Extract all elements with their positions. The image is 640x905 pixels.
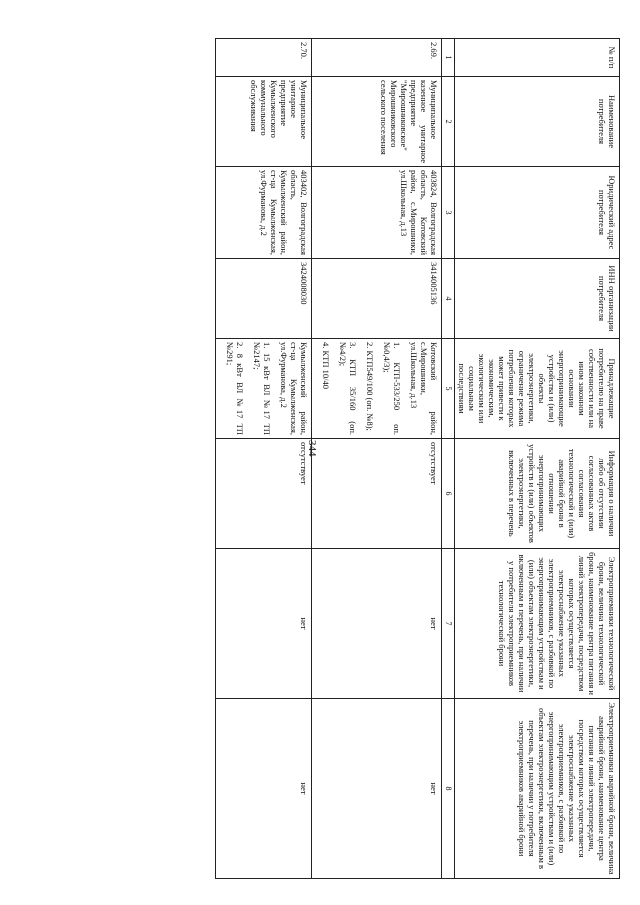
consumer-name: Муниципальное унитарное предприятие Кумылженского коммунального обслуживания <box>216 77 312 167</box>
column-number: 7 <box>442 549 454 699</box>
emergency-reserve: нет <box>216 699 312 879</box>
header-acts: Информация о наличии либо об отсутствии согласованных актов согласования технологической и (или) аварийной брони в отношении энергопринимающих устройств и (или) объектов электроэнергетики, включенных в перечень <box>454 439 619 549</box>
header-num: № п/п <box>454 39 619 77</box>
acts-status: отсутствует <box>312 439 442 549</box>
table-row <box>216 39 312 879</box>
consumer-address: 403824, Волгоградская область, Котовский район, с.Мирошники, ул.Школьная, д.13 <box>312 167 442 259</box>
table-row <box>312 39 442 879</box>
consumer-devices <box>216 339 312 439</box>
header-devices: Принадлежащие потребителю на праве собственности или на ином законном основании энергопринимающие устройства и (или) объекты электроэнергетики, ограничение режима потребления которых может привести к экономическим, экологическим или социальным последствиям <box>454 339 619 439</box>
device-line: 2. КТП549/100 (оп. №8); <box>365 342 376 431</box>
column-number: 2 <box>442 77 454 167</box>
column-number: 8 <box>442 699 454 879</box>
header-row <box>454 39 619 879</box>
consumer-devices <box>312 339 442 439</box>
consumers-table <box>215 38 620 879</box>
row-num: 2.70. <box>216 39 312 77</box>
consumer-name: Муниципальное казенное унитарное предприятие "Мирошниковское" Мирошниковского сельского поселения <box>312 77 442 167</box>
column-number: 1 <box>442 39 454 77</box>
header-tech-reserve: Электроприемники технологической брони, величина технологической брони, наименование центра питания и линий электропередачи, посредством которых осуществляется электроснабжение указанных электроприемников, с разбивкой по энергопринимающим устройствам и (или) объектам электроэнергетики, включенным в перечень, при наличии у потребителя электроприемников технологической брони <box>454 549 619 699</box>
header-emergency-reserve: Электроприемники аварийной брони, величина аварийной брони, наименование центра питания и линий электропередачи, посредством которых осуществляется электроснабжение указанных электроприемников, с разбивкой по энергопринимающим устройствам и (или) объектам электроэнергетики, включенным в перечень, при наличии у потребителя электроприемников аварийной брони <box>454 699 619 879</box>
column-number: 6 <box>442 439 454 549</box>
device-line: Кумылженский район, ст-ца Кумылженская, ул.Фурманова, д.2 <box>279 342 310 435</box>
device-line: 3. КТП 35/160 (оп. №4/2); <box>338 342 359 435</box>
page-number: 344 <box>306 440 318 457</box>
consumer-inn: 3414005136 <box>312 259 442 339</box>
column-number: 3 <box>442 167 454 259</box>
device-line: Котовский район, с.Мирошники, ул.Школьная, д.13 <box>409 342 440 435</box>
tech-reserve: нет <box>312 549 442 699</box>
consumer-inn: 3424008030 <box>216 259 312 339</box>
column-number-row <box>442 39 454 879</box>
tech-reserve: нет <box>216 549 312 699</box>
device-line: 4. КТП 10/40 <box>321 342 332 389</box>
acts-status: отсутствует <box>216 439 312 549</box>
device-line: 1. 15 кВт ВЛ №17 ТП №2147; <box>252 342 273 435</box>
column-number: 4 <box>442 259 454 339</box>
header-name: Наименование потребителя <box>454 77 619 167</box>
device-line: 1. КТП-533/250 оп. №0,4/3); <box>382 342 403 435</box>
consumer-address: 403402, Волгоградская область, Кумылженский район, ст-ца Кумылженская, ул.Фурманова, д.2 <box>216 167 312 259</box>
header-address: Юридический адрес потребителя <box>454 167 619 259</box>
header-inn: ИНН организации потребителя <box>454 259 619 339</box>
rotated-table-wrapper <box>215 38 620 878</box>
device-line: 2. 8 кВт ВЛ №17 ТП №291; <box>225 342 246 435</box>
row-num: 2.69. <box>312 39 442 77</box>
emergency-reserve: нет <box>312 699 442 879</box>
column-number: 5 <box>442 339 454 439</box>
